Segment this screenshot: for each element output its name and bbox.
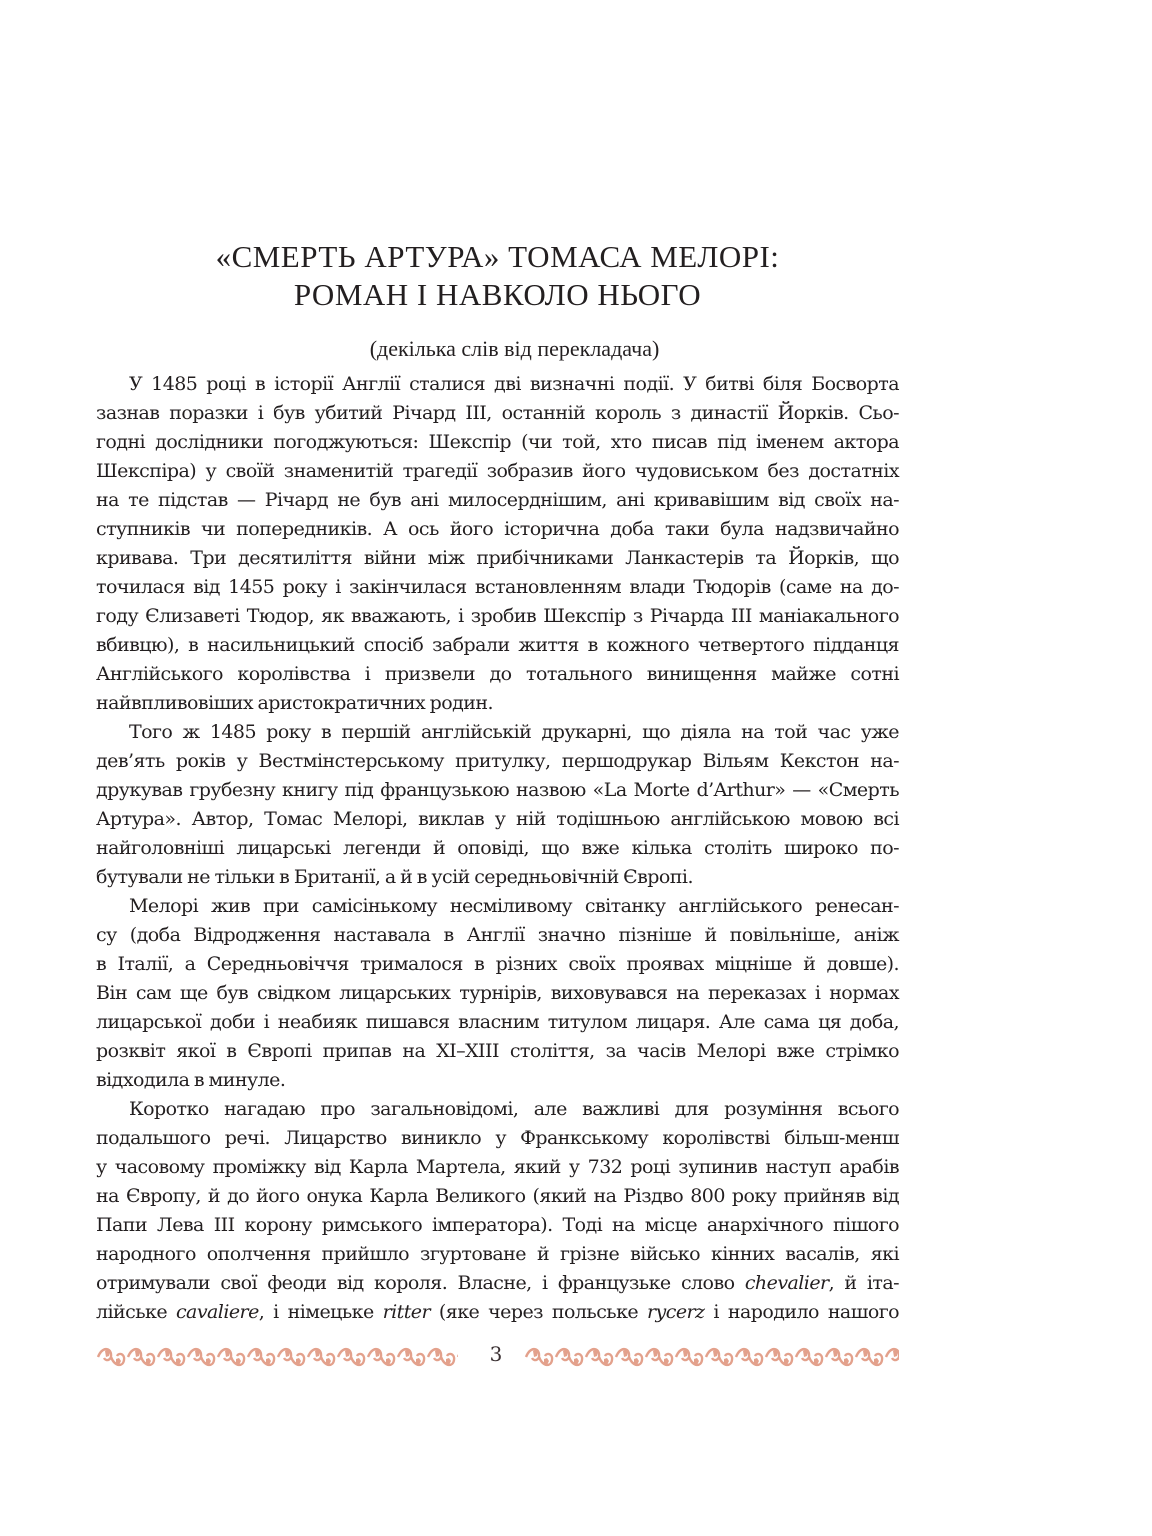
text-run: (яке через польське <box>430 1301 648 1323</box>
text-line: Артура». Автор, Томас Мелорі, виклав у ній тодішньою англійською мовою всі <box>96 808 899 830</box>
text-line: Шекспіра) у своїй знаменитій трагедії зобразив його чудовиськом без достатніх <box>96 460 899 482</box>
text-run: , й іта- <box>828 1272 899 1294</box>
chapter-heading <box>96 238 899 362</box>
italic-term: chevalier <box>744 1272 829 1294</box>
chapter-subtitle: (декілька слів від перекладача) <box>369 336 660 361</box>
text-line: у часовому проміжку від Карла Мартела, який у 732 році зупинив наступ арабів <box>96 1156 899 1178</box>
text-line: году Єлизаветі Тюдор, як вважають, і зробив Шекспір з Річарда ІІІ маніакального <box>96 605 899 627</box>
text-line: подальшого речі. Лицарство виникло у Франкському королівстві більш-менш <box>96 1127 899 1149</box>
text-line: точилася від 1455 року і закінчилася встановленням влади Тюдорів (саме на до- <box>96 576 899 598</box>
floral-ornament-right-icon <box>524 1344 899 1370</box>
text-line: відходила в минуле. <box>96 1069 286 1091</box>
text-run: отримували свої феоди від короля. Власне, і французьке слово <box>96 1272 745 1294</box>
paragraph-2 <box>96 718 899 892</box>
italic-term: rycerz <box>647 1301 705 1323</box>
text-line: в Італії, а Середньовіччя трималося в різних своїх проявах міцніше й довше). <box>96 953 899 975</box>
page-footer <box>96 1340 899 1376</box>
body-text <box>96 370 899 1327</box>
text-line: су (доба Відродження наставала в Англії значно пізніше й повільніше, аніж <box>96 924 899 946</box>
text-line: на Європу, й до його онука Карла Великого (який на Різдво 800 року прийняв від <box>96 1185 899 1207</box>
text-line: Коротко нагадаю про загальновідомі, але важливі для розуміння всього <box>129 1098 899 1120</box>
text-line: вбивцю), в насильницький спосіб забрали життя в кожного четвертого підданця <box>96 634 899 656</box>
text-line: ступників чи попередників. А ось його історична доба таки була надзвичайно <box>96 518 899 540</box>
text-line: розквіт якої в Європі припав на XI–XIII століття, за часів Мелорі вже стрімко <box>96 1040 899 1062</box>
text-line <box>96 1269 899 1298</box>
text-line: Того ж 1485 року в першій англійській друкарні, що діяла на той час уже <box>129 721 899 743</box>
text-line: народного ополчення прийшло згуртоване й грізне військо кінних васалів, які <box>96 1243 899 1265</box>
chapter-title-line-1: «СМЕРТЬ АРТУРА» ТОМАСА МЕЛОРІ: <box>215 239 780 274</box>
text-line: зазнав поразки і був убитий Річард ІІІ, останній король з династії Йорків. Сьо- <box>96 402 899 424</box>
text-line: Мелорі жив при самісінькому несміливому світанку англійського ренесан- <box>129 895 899 917</box>
text-run: і народило нашого <box>704 1301 900 1323</box>
text-line: кривава. Три десятиліття війни між прибічниками Ланкастерів та Йорків, що <box>96 547 899 569</box>
paragraph-4 <box>96 1095 899 1327</box>
text-line: бутували не тільки в Британії, а й в усій середньовічній Європі. <box>96 866 693 888</box>
italic-term: ritter <box>382 1301 431 1323</box>
text-line: найголовніші лицарські легенди й оповіді, що вже кілька століть широко по- <box>96 837 899 859</box>
text-line: Він сам ще був свідком лицарських турнірів, виховувався на переказах і нормах <box>96 982 899 1004</box>
paragraph-3 <box>96 892 899 1095</box>
italic-term: cavaliere <box>175 1301 259 1323</box>
text-line: годні дослідники погоджуються: Шекспір (чи той, хто писав під іменем актора <box>96 431 899 453</box>
text-line: найвпливовіших аристократичних родин. <box>96 692 493 714</box>
text-line: на те підстав — Річард не був ані милосерднішим, ані кривавішим від своїх на- <box>96 489 899 511</box>
book-page <box>96 0 899 1536</box>
paragraph-1 <box>96 370 899 718</box>
text-line: дев’ять років у Вестмінстерському притулку, першодрукар Вільям Кекстон на- <box>96 750 899 772</box>
floral-ornament-left-icon <box>96 1344 458 1370</box>
text-run: , і німецьке <box>258 1301 383 1323</box>
page-number: 3 <box>489 1342 503 1366</box>
text-line: Англійського королівства і призвели до тотального винищення майже сотні <box>96 663 899 685</box>
text-line: У 1485 році в історії Англії сталися дві визначні події. У битві біля Босворта <box>129 373 899 395</box>
chapter-title-line-2: РОМАН І НАВКОЛО НЬОГО <box>293 277 702 312</box>
text-line <box>96 1298 899 1327</box>
text-line: друкував грубезну книгу під французькою назвою «La Morte d’Arthur» — «Смерть <box>96 779 899 801</box>
text-line: лицарської доби і неабияк пишався власним титулом лицаря. Але сама ця доба, <box>96 1011 899 1033</box>
text-run: лійське <box>96 1301 176 1323</box>
text-line: Папи Лева ІІІ корону римського імператора). Тоді на місце анархічного пішого <box>96 1214 899 1236</box>
